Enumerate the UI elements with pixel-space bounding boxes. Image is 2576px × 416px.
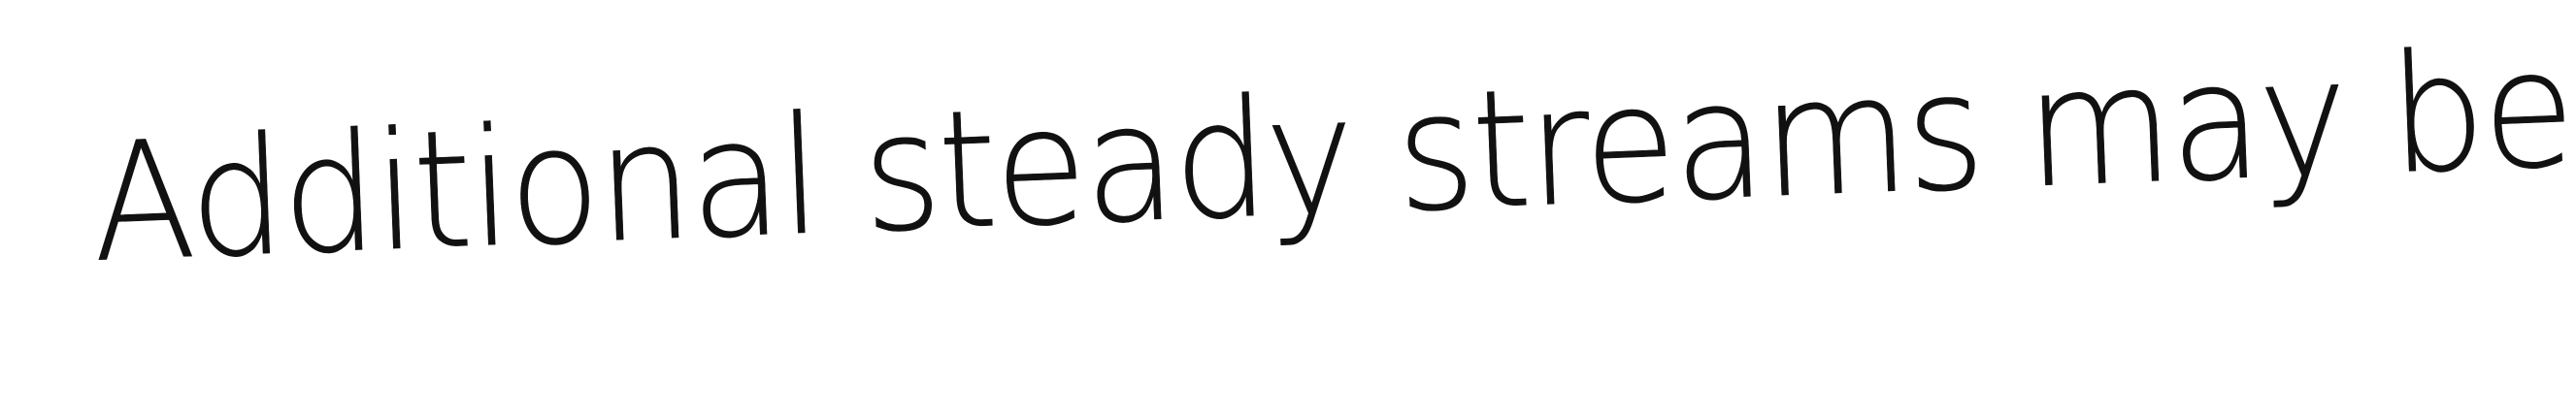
handwritten-text: Additional steady streams may be xyxy=(88,13,2576,299)
handwritten-line xyxy=(88,13,2576,330)
